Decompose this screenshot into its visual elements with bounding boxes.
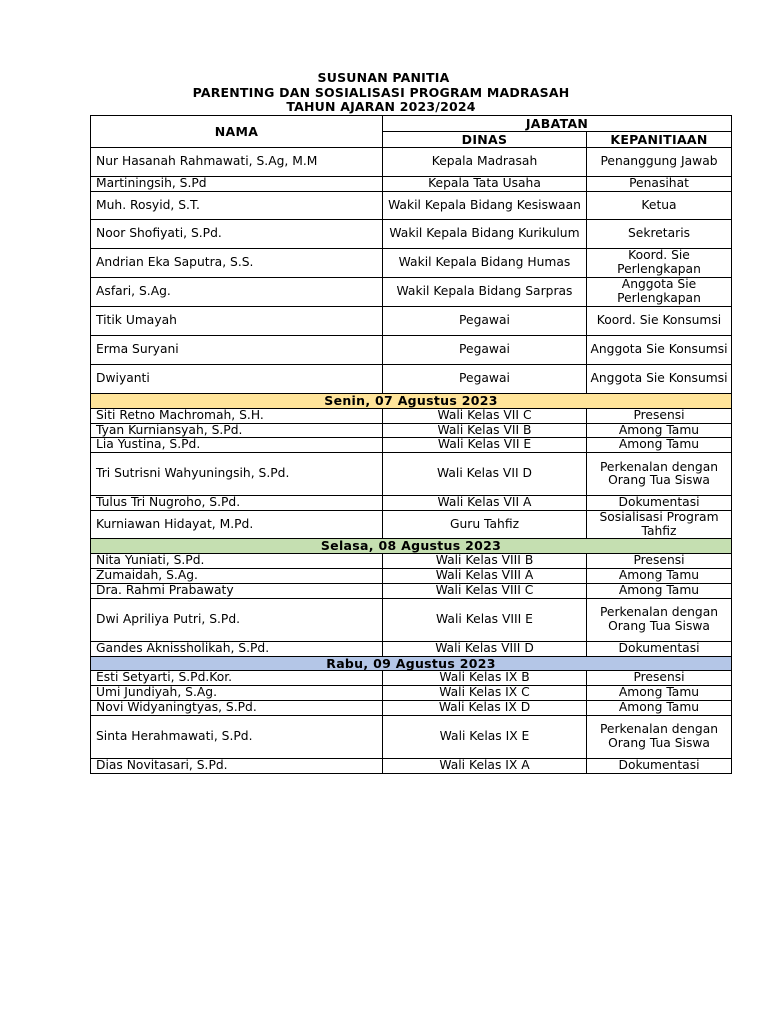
table-row [91, 336, 732, 365]
cell-dinas: Wali Kelas VIII D [383, 641, 587, 656]
cell-nama: Dias Novitasari, S.Pd. [91, 758, 383, 773]
cell-nama: Muh. Rosyid, S.T. [91, 192, 383, 220]
cell-dinas: Wali Kelas IX E [383, 715, 587, 758]
cell-kepanitiaan: Sosialisasi Program Tahfiz [587, 511, 732, 539]
cell-nama: Sinta Herahmawati, S.Pd. [91, 715, 383, 758]
cell-dinas: Wali Kelas VIII C [383, 583, 587, 598]
cell-nama: Umi Jundiyah, S.Ag. [91, 686, 383, 701]
cell-dinas: Pegawai [383, 336, 587, 365]
table-row [91, 423, 732, 438]
cell-kepanitiaan: Koord. Sie Konsumsi [587, 307, 732, 336]
header-kepanitiaan: KEPANITIAAN [587, 132, 732, 148]
table-row [91, 641, 732, 656]
cell-nama: Dra. Rahmi Prabawaty [91, 583, 383, 598]
cell-nama: Martiningsih, S.Pd [91, 177, 383, 192]
table-row [91, 408, 732, 423]
cell-nama: Zumaidah, S.Ag. [91, 568, 383, 583]
cell-nama: Dwiyanti [91, 365, 383, 394]
cell-dinas: Guru Tahfiz [383, 511, 587, 539]
table-row [91, 220, 732, 249]
cell-kepanitiaan: Ketua [587, 192, 732, 220]
cell-dinas: Pegawai [383, 365, 587, 394]
cell-kepanitiaan: Sekretaris [587, 220, 732, 249]
committee-table [90, 115, 732, 774]
table-row [91, 496, 732, 511]
table-row [91, 453, 732, 496]
cell-nama: Lia Yustina, S.Pd. [91, 438, 383, 453]
day-separator-row [91, 394, 732, 409]
day-label: Senin, 07 Agustus 2023 [91, 394, 732, 409]
cell-nama: Asfari, S.Ag. [91, 278, 383, 307]
table-row [91, 278, 732, 307]
cell-dinas: Wali Kelas VII C [383, 408, 587, 423]
table-row [91, 511, 732, 539]
header-nama: NAMA [91, 116, 383, 148]
cell-nama: Kurniawan Hidayat, M.Pd. [91, 511, 383, 539]
table-row [91, 686, 732, 701]
cell-kepanitiaan: Among Tamu [587, 438, 732, 453]
table-row [91, 700, 732, 715]
cell-dinas: Wali Kelas VIII A [383, 568, 587, 583]
cell-kepanitiaan: Anggota Sie Perlengkapan [587, 278, 732, 307]
table-body [91, 148, 732, 774]
cell-kepanitiaan: Anggota Sie Konsumsi [587, 365, 732, 394]
cell-dinas: Wakil Kepala Bidang Kesiswaan [383, 192, 587, 220]
cell-dinas: Wali Kelas IX C [383, 686, 587, 701]
table-row [91, 365, 732, 394]
title-line-2: PARENTING DAN SOSIALISASI PROGRAM MADRASAH [192, 84, 570, 100]
cell-kepanitiaan: Among Tamu [587, 568, 732, 583]
cell-nama: Titik Umayah [91, 307, 383, 336]
cell-dinas: Kepala Tata Usaha [383, 177, 587, 192]
cell-dinas: Kepala Madrasah [383, 148, 587, 177]
cell-dinas: Wali Kelas IX D [383, 700, 587, 715]
table-row [91, 553, 732, 568]
table-row [91, 148, 732, 177]
day-separator-row [91, 539, 732, 554]
cell-nama: Dwi Apriliya Putri, S.Pd. [91, 598, 383, 641]
cell-dinas: Wali Kelas VIII E [383, 598, 587, 641]
cell-dinas: Wali Kelas VII D [383, 453, 587, 496]
table-row [91, 307, 732, 336]
cell-nama: Tulus Tri Nugroho, S.Pd. [91, 496, 383, 511]
cell-kepanitiaan: Koord. Sie Perlengkapan [587, 249, 732, 278]
cell-dinas: Wali Kelas IX A [383, 758, 587, 773]
cell-kepanitiaan: Among Tamu [587, 423, 732, 438]
cell-nama: Siti Retno Machromah, S.H. [91, 408, 383, 423]
table-row [91, 438, 732, 453]
cell-nama: Gandes Aknissholikah, S.Pd. [91, 641, 383, 656]
table-row [91, 568, 732, 583]
cell-nama: Nita Yuniati, S.Pd. [91, 553, 383, 568]
table-row [91, 249, 732, 278]
title-line-1: SUSUNAN PANITIA [317, 70, 450, 85]
table-row [91, 671, 732, 686]
cell-kepanitiaan: Penasihat [587, 177, 732, 192]
cell-nama: Nur Hasanah Rahmawati, S.Ag, M.M [91, 148, 383, 177]
cell-nama: Noor Shofiyati, S.Pd. [91, 220, 383, 249]
table-row [91, 758, 732, 773]
cell-dinas: Wali Kelas VII A [383, 496, 587, 511]
cell-kepanitiaan: Presensi [587, 671, 732, 686]
table-row [91, 192, 732, 220]
cell-nama: Erma Suryani [91, 336, 383, 365]
cell-kepanitiaan: Presensi [587, 408, 732, 423]
title-line-3: TAHUN AJARAN 2023/2024 [286, 99, 476, 115]
cell-kepanitiaan: Dokumentasi [587, 758, 732, 773]
cell-dinas: Wakil Kepala Bidang Humas [383, 249, 587, 278]
table-row [91, 598, 732, 641]
cell-kepanitiaan: Presensi [587, 553, 732, 568]
cell-nama: Esti Setyarti, S.Pd.Kor. [91, 671, 383, 686]
day-label: Rabu, 09 Agustus 2023 [91, 656, 732, 671]
cell-dinas: Pegawai [383, 307, 587, 336]
cell-nama: Andrian Eka Saputra, S.S. [91, 249, 383, 278]
cell-dinas: Wali Kelas VII B [383, 423, 587, 438]
cell-kepanitiaan: Perkenalan dengan Orang Tua Siswa [587, 453, 732, 496]
cell-kepanitiaan: Perkenalan dengan Orang Tua Siswa [587, 715, 732, 758]
table-row [91, 583, 732, 598]
header-dinas: DINAS [383, 132, 587, 148]
cell-dinas: Wali Kelas VII E [383, 438, 587, 453]
cell-kepanitiaan: Anggota Sie Konsumsi [587, 336, 732, 365]
cell-kepanitiaan: Dokumentasi [587, 496, 732, 511]
cell-nama: Novi Widyaningtyas, S.Pd. [91, 700, 383, 715]
cell-nama: Tri Sutrisni Wahyuningsih, S.Pd. [91, 453, 383, 496]
header-jabatan: JABATAN [383, 116, 732, 132]
cell-dinas: Wali Kelas IX B [383, 671, 587, 686]
cell-kepanitiaan: Among Tamu [587, 686, 732, 701]
cell-kepanitiaan: Among Tamu [587, 700, 732, 715]
title-block [0, 71, 768, 115]
cell-nama: Tyan Kurniansyah, S.Pd. [91, 423, 383, 438]
table-row [91, 177, 732, 192]
day-label: Selasa, 08 Agustus 2023 [91, 539, 732, 554]
cell-dinas: Wali Kelas VIII B [383, 553, 587, 568]
cell-kepanitiaan: Among Tamu [587, 583, 732, 598]
cell-dinas: Wakil Kepala Bidang Sarpras [383, 278, 587, 307]
cell-dinas: Wakil Kepala Bidang Kurikulum [383, 220, 587, 249]
cell-kepanitiaan: Penanggung Jawab [587, 148, 732, 177]
day-separator-row [91, 656, 732, 671]
table-row [91, 715, 732, 758]
cell-kepanitiaan: Dokumentasi [587, 641, 732, 656]
cell-kepanitiaan: Perkenalan dengan Orang Tua Siswa [587, 598, 732, 641]
